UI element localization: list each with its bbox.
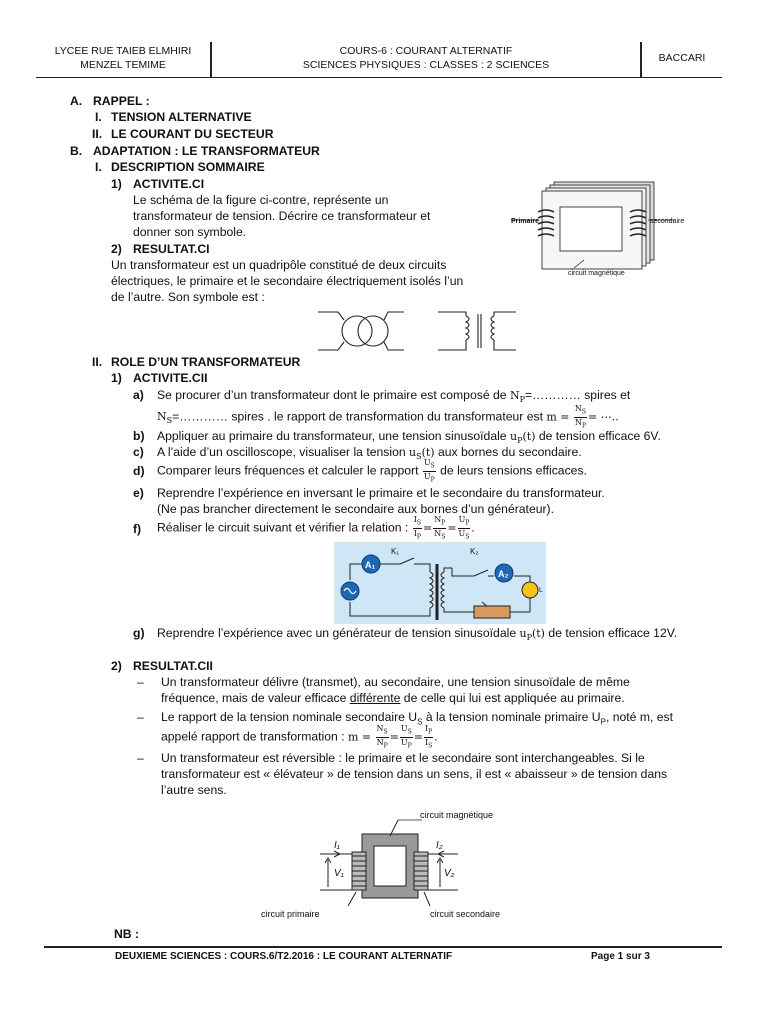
switch-k2-label: K₂ [470,547,479,556]
question-a-line1: Se procurer d’un transformateur dont le primaire est composé de $N_P=\dots\dots\dots\dots$ spires et [157,388,631,405]
item-tension-alternative: TENSION ALTERNATIVE [111,110,252,124]
resultat-cii-p3-line1: Un transformateur est réversible : le primaire et le secondaire sont interchangeables. Si le [161,751,645,765]
resultat-cii-p3-line2: transformateur est « élévateur » de tension dans un sens, il est « abaisseur » de tension dans [161,767,668,781]
resultat-ci-text: de l’autre. Son symbole est : [111,290,265,304]
question-b: Appliquer au primaire du transformateur, une tension sinusoïdale $u_P(t)$ de tension efficace 6V. [157,429,661,446]
item-number: II. [92,355,103,369]
question-label-b: b) [133,429,145,443]
item-number: I. [95,160,102,174]
resultat-ci-text: électriques, le primaire et le secondaire électriquement isolés l’un [111,274,464,288]
fraction: $\frac{N_S}{N_P}$ [376,724,388,750]
secondaire-label: secondaire [650,218,685,225]
course-title [212,44,640,72]
page-header [36,42,722,78]
sub-number: 2) [111,242,122,256]
fraction: $\frac{I_S}{I_P}$ [413,515,421,541]
resultat-cii-p3-line3: l’autre sens. [161,783,227,797]
question-label-a: a) [133,388,144,402]
resultat-ci-text: Un transformateur est un quadripôle constitué de deux circuits [111,258,447,272]
question-label-f: f) [133,522,142,536]
item-number: II. [92,127,103,141]
activite-cii-title: ACTIVITE.CII [133,371,208,385]
fraction: $\frac{U_P}{U_S}$ [458,515,470,541]
school-line1: LYCEE RUE TAIEB ELMHIRI [54,45,192,57]
footer-title: DEUXIEME SCIENCES : COURS.6/T2.2016 : LE COURANT ALTERNATIF [115,951,453,962]
item-courant-secteur: LE COURANT DU SECTEUR [111,127,274,141]
question-label-c: c) [133,445,144,459]
section-a-title: RAPPEL : [93,94,150,108]
section-a-label: A. [70,94,83,108]
transformer-symbols [316,306,526,356]
ammeter-a1-label: A₁ [365,560,376,570]
question-label-e: e) [133,486,144,500]
question-label-g: g) [133,626,145,640]
question-e-line2: (Ne pas brancher directement le secondaire aux bornes d’un générateur). [157,502,554,516]
current-i1-label: I₁ [334,840,340,851]
current-i2-label: I₂ [436,840,443,851]
question-c: A l’aide d’un oscilloscope, visualiser la tension $u_S(t)$ aux bornes du secondaire. [157,445,582,462]
item-number: I. [95,110,102,124]
bullet-dash: – [137,751,144,765]
school-name [36,44,210,72]
fraction: $\frac{N_S}{N_P}$ [574,404,587,430]
resultat-ci-title: RESULTAT.CI [133,242,210,256]
circuit-primaire-label: circuit primaire [261,909,320,919]
footer-divider [44,946,722,948]
question-a-line2: $N_S=\dots\dots\dots\dots$ spires . le rapport de transformation du transformateur est m = $\frac{N_S}{N_P}$ = ⋯.. [157,404,619,430]
author-name: BACCARI [658,52,706,64]
question-e-line1: Reprendre l’expérience en inversant le primaire et le secondaire du transformateur. [157,486,605,500]
circuit-magnetique-label: circuit magnétique [420,810,494,820]
question-d: Comparer leurs fréquences et calculer le rapport $\frac{U_S}{U_P}$ de leurs tensions efficaces. [157,458,587,484]
bullet-dash: – [137,675,144,689]
fraction: $\frac{U_S}{U_P}$ [400,724,412,750]
fraction: $\frac{U_S}{U_P}$ [423,458,435,484]
role-title: ROLE D’UN TRANSFORMATEUR [111,355,301,369]
sub-number: 1) [111,371,122,385]
voltage-v1-label: V₁ [334,868,344,879]
question-g: Reprendre l’expérience avec un générateur de tension sinusoïdale $u_P(t)$ de tension efficace 12V. [157,626,678,643]
circuit-figure [334,542,546,624]
transformer-figure [508,176,685,277]
circuit-secondaire-label: circuit secondaire [430,909,501,919]
activite-ci-text: Le schéma de la figure ci-contre, représente un [133,193,389,207]
activite-ci-text: transformateur de tension. Décrire ce transformateur et [133,209,431,223]
page-number: Page 1 sur 3 [591,951,650,962]
resultat-cii-p1-line2: fréquence, mais de valeur efficace différente de celle qui lui est appliquée au primaire. [161,691,625,705]
fraction: $\frac{I_P}{I_S}$ [424,724,433,750]
question-f: Réaliser le circuit suivant et vérifier la relation : $\frac{I_S}{I_P}$ = $\frac{N_P}{N_S}$ = $\frac{U_P}{U_S}$ . [157,515,475,541]
lamp-label: L [539,587,543,594]
transformer-diagram [258,806,520,924]
school-line2: MENZEL TEMIME [80,59,166,71]
question-label-d: d) [133,464,145,478]
sub-number: 2) [111,659,122,673]
primaire-label: Primaire [511,218,540,225]
resultat-cii-p2-line2: appelé rapport de transformation : m = $\frac{N_S}{N_P}$ = $\frac{U_S}{U_P}$ = $\frac{I_P}{I_S}$ . [161,724,438,750]
bullet-dash: – [137,710,144,724]
course-title-line1: COURS-6 : COURANT ALTERNATIF [339,45,513,57]
activite-ci-title: ACTIVITE.CI [133,177,205,191]
course-title-line2: SCIENCES PHYSIQUES : CLASSES : 2 SCIENCES [302,59,550,71]
voltage-v2-label: V₂ [444,868,455,879]
section-b-label: B. [70,144,83,158]
circuit-magnetique-label: circuit magnétique [568,270,625,277]
fraction: $\frac{N_P}{N_S}$ [434,515,446,541]
section-b-title: ADAPTATION : LE TRANSFORMATEUR [93,144,320,158]
resultat-cii-p1-line1: Un transformateur délivre (transmet), au secondaire, une tension sinusoïdale de même [161,675,630,689]
activite-ci-text: donner son symbole. [133,225,247,239]
resultat-cii-p2-line1: Le rapport de la tension nominale secondaire $U_S$ à la tension nominale primaire $U_P$, noté m, est [161,710,674,727]
nb-label: NB : [114,927,140,941]
ammeter-a2-label: A₂ [498,569,509,579]
sub-number: 1) [111,177,122,191]
item-description-sommaire: DESCRIPTION SOMMAIRE [111,160,265,174]
switch-k1-label: K₁ [391,547,400,556]
resultat-cii-title: RESULTAT.CII [133,659,213,673]
